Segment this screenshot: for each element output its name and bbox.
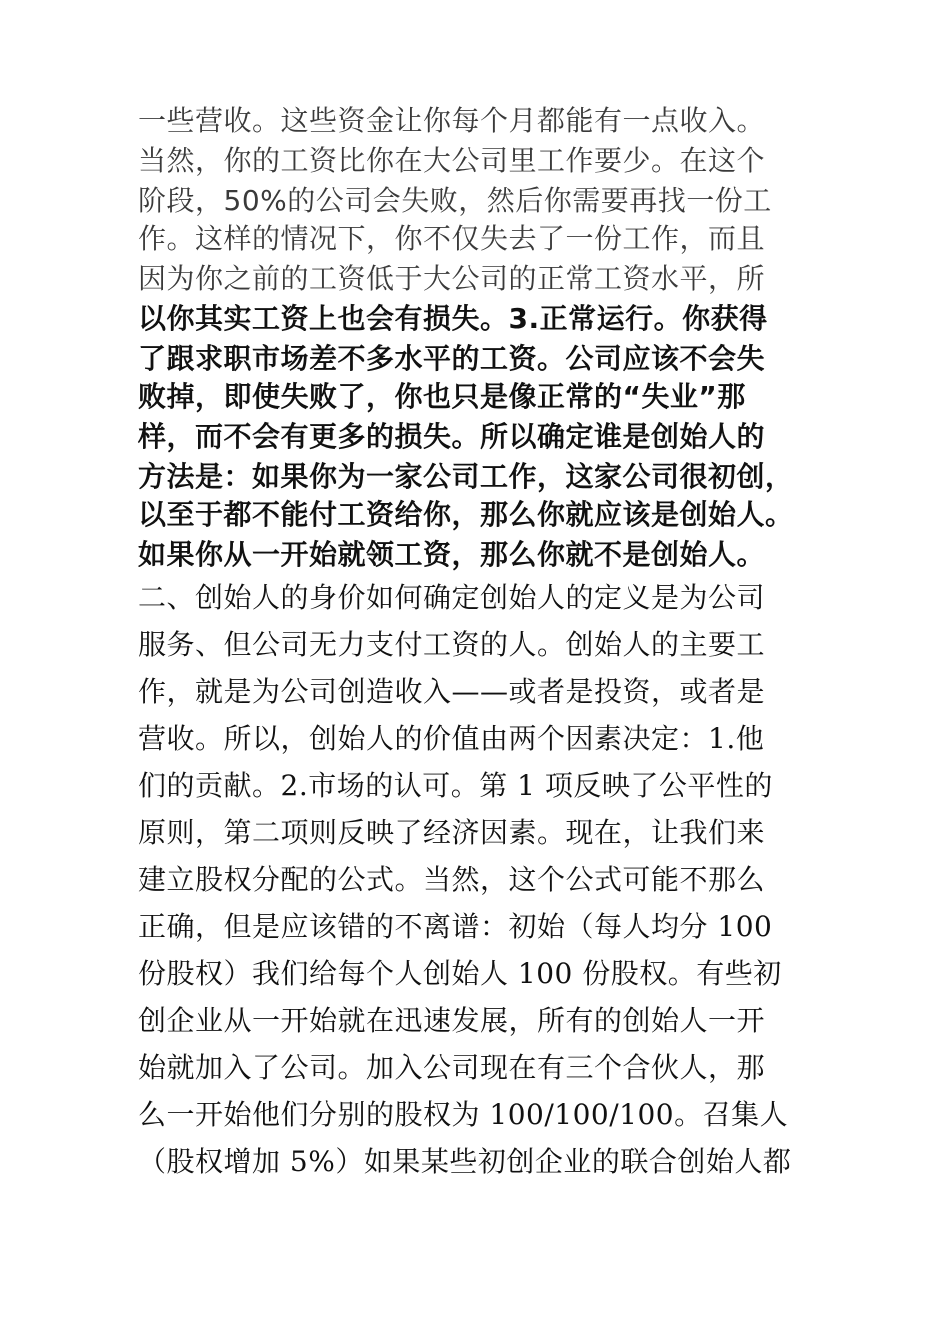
text-line-10: 方法是：如果你为一家公司工作，这家公司很初创， (138, 460, 794, 493)
text-line-24: 么一开始他们分别的股权为 100/100/100。召集人 (138, 1098, 789, 1131)
text-line-25: （股权增加 5%）如果某些初创企业的联合创始人都 (138, 1145, 792, 1178)
text-line-23: 始就加入了公司。加入公司现在有三个合伙人，那 (138, 1051, 766, 1084)
text-line-4: 作。这样的情况下，你不仅失去了一份工作，而且 (138, 222, 766, 255)
text-line-11: 以至于都不能付工资给你，那么你就应该是创始人。 (138, 498, 794, 531)
text-line-17: 们的贡献。2.市场的认可。第 1 项反映了公平性的 (138, 769, 773, 802)
text-line-15: 作，就是为公司创造收入——或者是投资，或者是 (138, 675, 766, 708)
text-line-18: 原则，第二项则反映了经济因素。现在，让我们来 (138, 816, 766, 849)
text-line-21: 份股权）我们给每个人创始人 100 份股权。有些初 (138, 957, 782, 990)
text-line-2: 当然，你的工资比你在大公司里工作要少。在这个 (138, 144, 766, 177)
text-line-5: 因为你之前的工资低于大公司的正常工资水平，所 (138, 262, 766, 295)
text-line-20: 正确，但是应该错的不离谱：初始（每人均分 100 (138, 910, 773, 943)
text-line-1: 一些营收。这些资金让你每个月都能有一点收入。 (138, 104, 766, 137)
text-line-13: 二、创始人的身价如何确定创始人的定义是为公司 (138, 581, 766, 614)
text-line-9: 样，而不会有更多的损失。所以确定谁是创始人的 (138, 420, 766, 453)
text-line-19: 建立股权分配的公式。当然，这个公式可能不那么 (138, 863, 766, 896)
text-line-12: 如果你从一开始就领工资，那么你就不是创始人。 (138, 538, 766, 571)
text-line-16: 营收。所以，创始人的价值由两个因素决定：1.他 (138, 722, 765, 755)
text-line-6: 以你其实工资上也会有损失。3.正常运行。你获得 (138, 302, 768, 335)
text-line-7: 了跟求职市场差不多水平的工资。公司应该不会失 (138, 342, 766, 375)
text-line-8: 败掉，即使失败了，你也只是像正常的“失业”那 (138, 380, 746, 413)
text-line-3: 阶段，50%的公司会失败，然后你需要再找一份工 (138, 184, 772, 217)
text-line-22: 创企业从一开始就在迅速发展，所有的创始人一开 (138, 1004, 766, 1037)
text-line-14: 服务、但公司无力支付工资的人。创始人的主要工 (138, 628, 766, 661)
